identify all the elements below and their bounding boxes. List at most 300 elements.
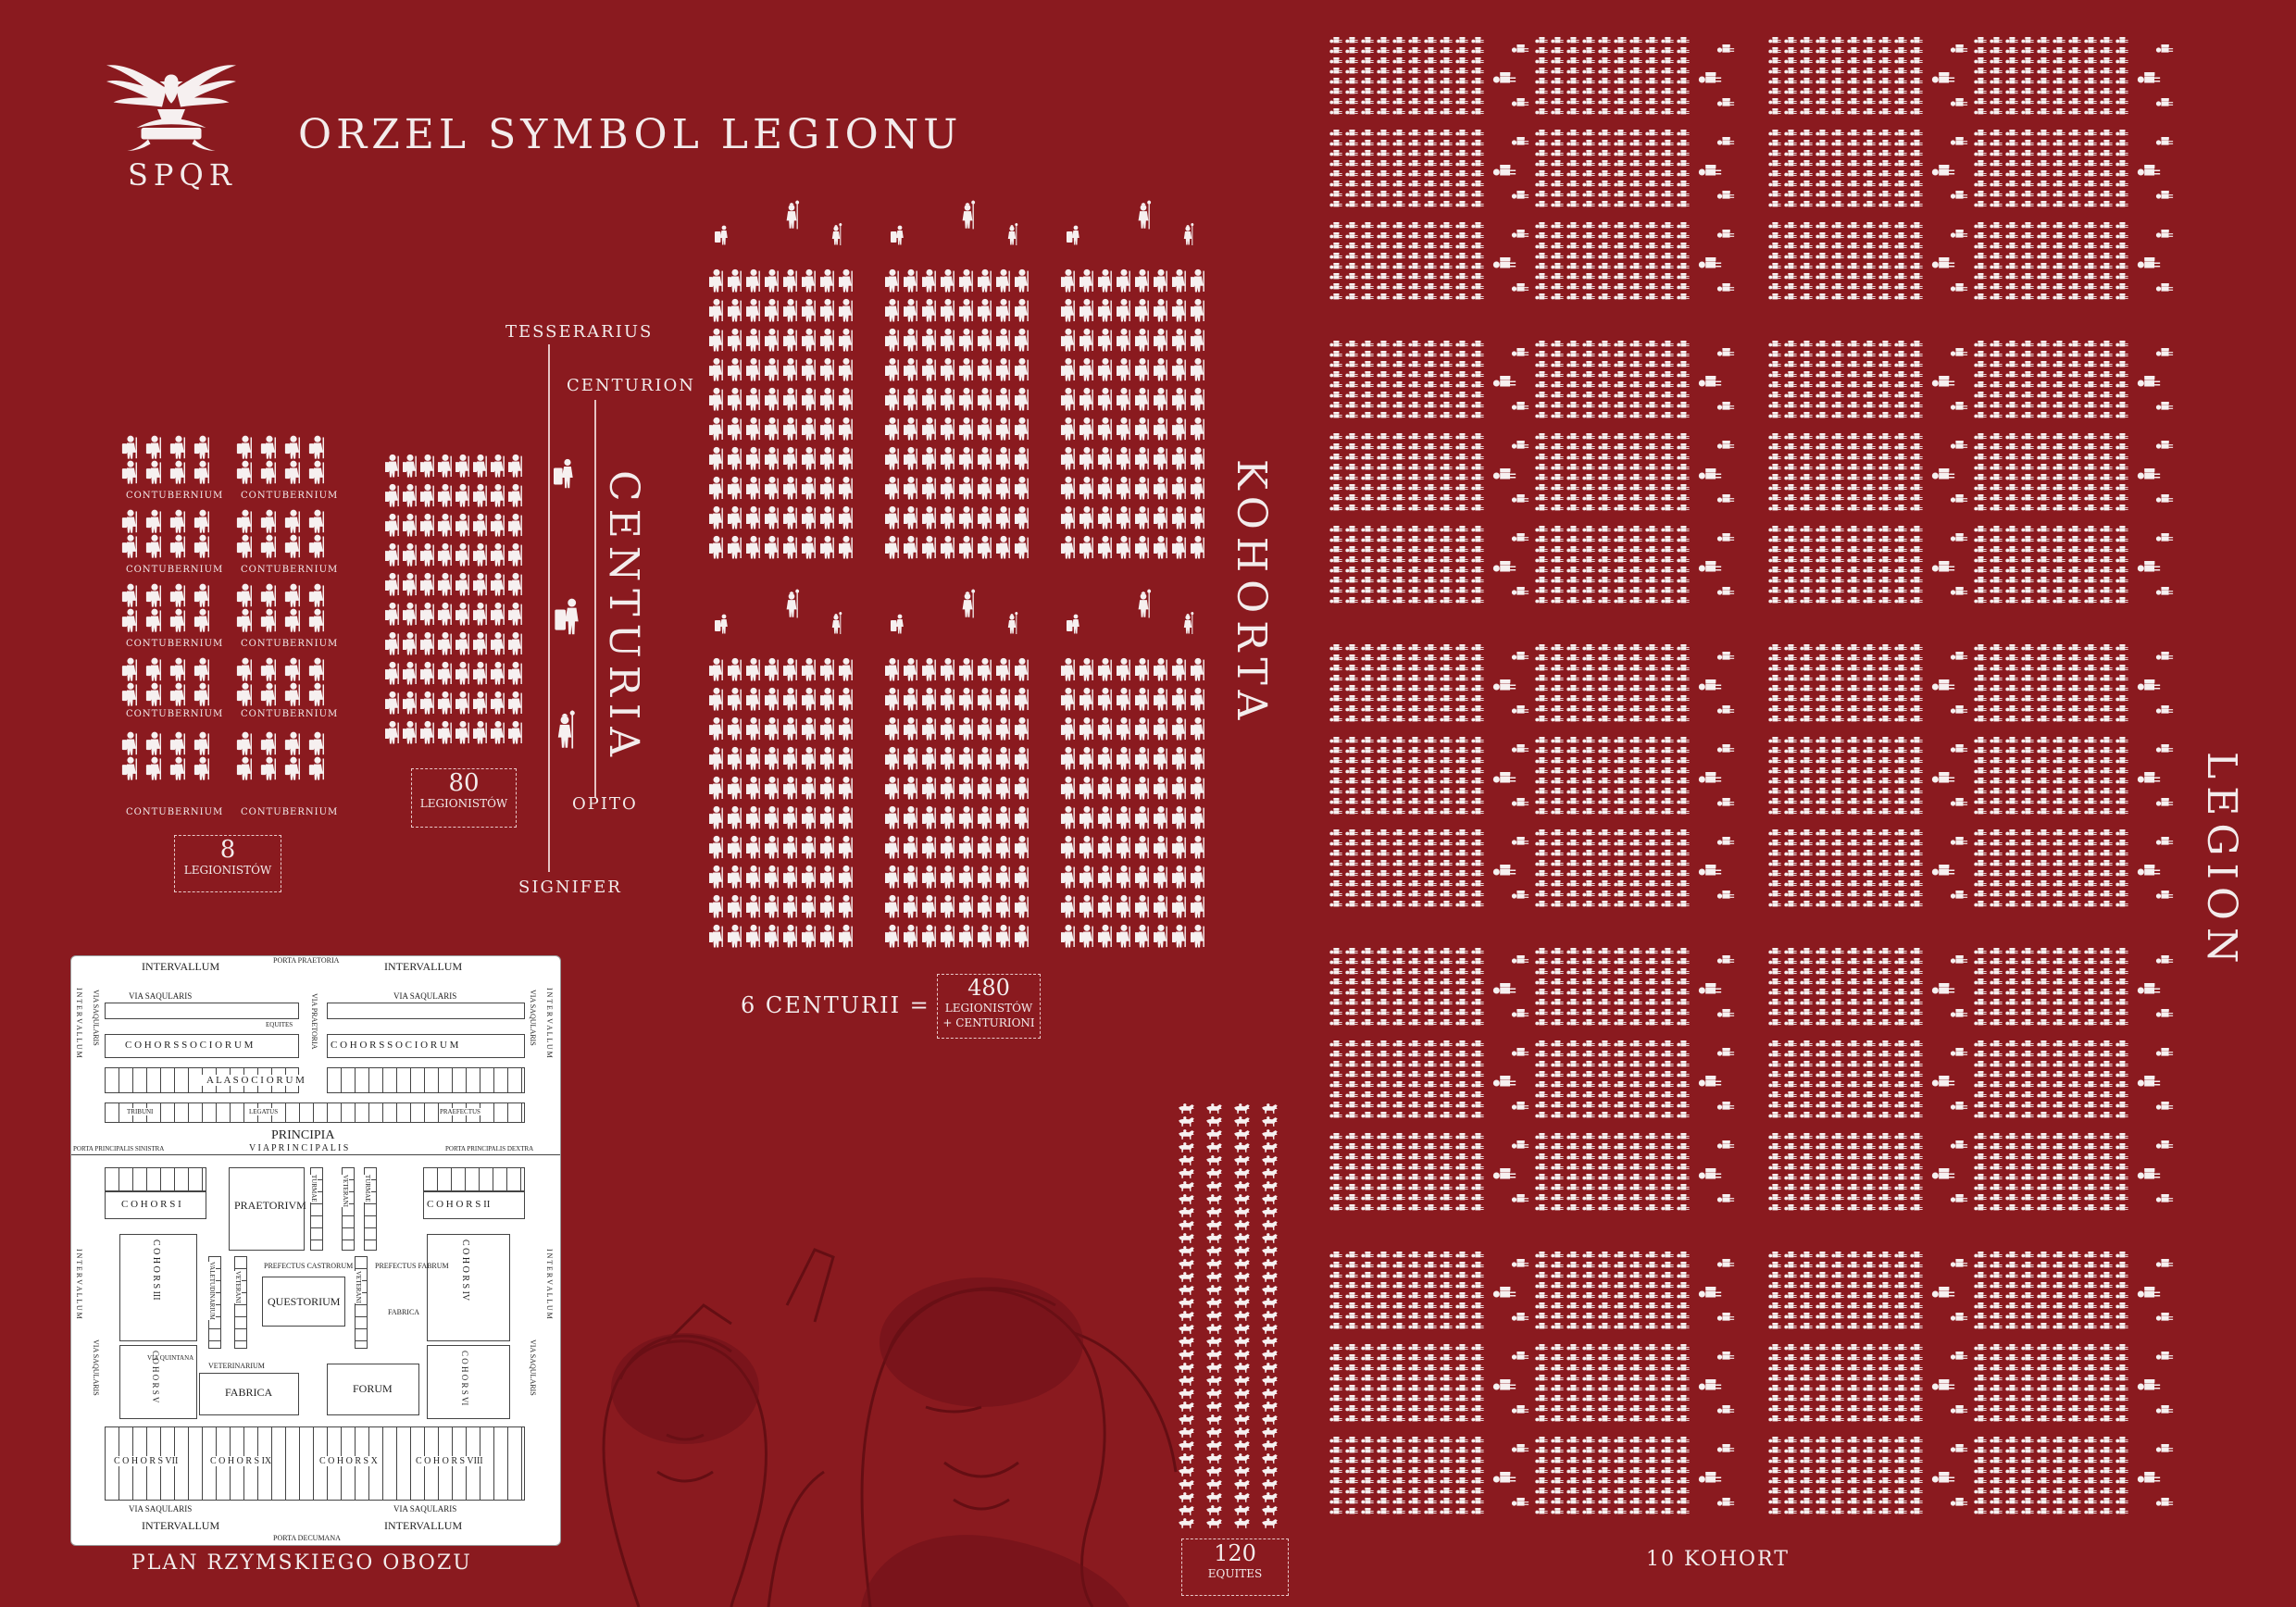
legionary-icon bbox=[1424, 371, 1436, 378]
legionary-icon bbox=[237, 535, 252, 558]
legionary-icon bbox=[1974, 78, 1986, 84]
legionary-icon bbox=[1455, 1174, 1467, 1180]
legionary-icon bbox=[1345, 1164, 1357, 1170]
legionary-icon bbox=[1361, 1385, 1373, 1391]
legionary-icon bbox=[1361, 665, 1373, 671]
legionary-icon bbox=[1629, 989, 1641, 995]
legionary-icon bbox=[2005, 1133, 2017, 1140]
legionary-icon bbox=[1831, 1133, 1843, 1140]
legionary-icon bbox=[1863, 1204, 1875, 1211]
legionary-icon bbox=[1566, 283, 1578, 290]
legionary-icon bbox=[2037, 160, 2049, 167]
legionary-icon bbox=[1014, 717, 1029, 741]
signifer-icon bbox=[1932, 375, 1954, 386]
legionary-icon bbox=[921, 806, 936, 829]
legion-cohorts-grid bbox=[1329, 37, 2181, 1518]
legionary-icon bbox=[2084, 870, 2096, 877]
legionary-icon bbox=[1990, 1071, 2002, 1078]
legionary-icon bbox=[1910, 1143, 1922, 1150]
legionary-icon bbox=[1060, 717, 1075, 741]
legionary-icon bbox=[1863, 675, 1875, 681]
legionary-icon bbox=[1614, 850, 1626, 856]
legionary-icon bbox=[1455, 37, 1467, 43]
tesserarius-icon bbox=[2156, 282, 2173, 291]
legionary-icon bbox=[1329, 958, 1341, 965]
legionary-icon bbox=[1190, 358, 1204, 381]
legionary-icon bbox=[1894, 1153, 1906, 1160]
legionary-icon bbox=[1392, 293, 1404, 300]
legionary-icon bbox=[1345, 201, 1357, 207]
legionary-icon bbox=[2005, 978, 2017, 985]
legionary-icon bbox=[884, 329, 899, 352]
legionary-icon bbox=[1329, 901, 1341, 907]
legionary-icon bbox=[1629, 767, 1641, 774]
legionary-icon bbox=[1910, 778, 1922, 784]
legionary-icon bbox=[1990, 654, 2002, 661]
legionary-icon bbox=[1377, 402, 1389, 408]
legionary-icon bbox=[1598, 695, 1610, 702]
legionary-icon bbox=[1614, 798, 1626, 804]
legionary-icon bbox=[1800, 757, 1812, 764]
cavalry-icon bbox=[1179, 1272, 1194, 1282]
legionary-icon bbox=[1582, 1009, 1594, 1015]
legionary-icon bbox=[1014, 477, 1029, 500]
signifer-icon bbox=[2138, 771, 2160, 782]
legionary-icon bbox=[1153, 447, 1167, 470]
legionary-icon bbox=[1060, 777, 1075, 800]
legionary-icon bbox=[1097, 506, 1112, 529]
legionary-icon bbox=[2100, 191, 2112, 197]
legionary-icon bbox=[1361, 737, 1373, 743]
legionary-icon bbox=[1424, 150, 1436, 156]
signifer-icon bbox=[891, 226, 904, 245]
legionary-icon bbox=[1551, 1112, 1563, 1118]
legionary-icon bbox=[1629, 191, 1641, 197]
legionary-icon bbox=[1990, 675, 2002, 681]
legionary-icon bbox=[1392, 181, 1404, 187]
legionary-icon bbox=[1863, 968, 1875, 975]
legionary-icon bbox=[1878, 808, 1890, 815]
legionary-icon bbox=[1863, 243, 1875, 249]
legionary-icon bbox=[2068, 978, 2080, 985]
legionary-icon bbox=[1974, 840, 1986, 846]
legionary-icon bbox=[2021, 140, 2033, 146]
legionary-icon bbox=[1582, 88, 1594, 94]
legionary-icon bbox=[903, 447, 917, 470]
legionary-icon bbox=[1974, 47, 1986, 54]
legionary-icon bbox=[1629, 999, 1641, 1005]
legionary-icon bbox=[1345, 757, 1357, 764]
legionary-icon bbox=[1582, 474, 1594, 480]
legionary-icon bbox=[1629, 130, 1641, 136]
legionary-icon bbox=[1455, 1164, 1467, 1170]
legionary-icon bbox=[170, 609, 185, 632]
legionary-icon bbox=[2021, 644, 2033, 651]
legionary-icon bbox=[1551, 546, 1563, 553]
legionary-icon bbox=[801, 329, 816, 352]
legionary-icon bbox=[1535, 546, 1547, 553]
legionary-icon bbox=[819, 836, 834, 859]
legionary-icon bbox=[2053, 392, 2065, 398]
legionary-icon bbox=[2005, 37, 2017, 43]
legionary-icon bbox=[1361, 1323, 1373, 1329]
legionary-icon bbox=[1629, 587, 1641, 593]
legionary-icon bbox=[1784, 798, 1796, 804]
legionary-icon bbox=[1974, 567, 1986, 573]
legionary-icon bbox=[1784, 1194, 1796, 1201]
legionary-icon bbox=[1661, 443, 1673, 450]
legionary-icon bbox=[1910, 685, 1922, 691]
legionary-icon bbox=[402, 573, 417, 596]
legionary-icon bbox=[1831, 891, 1843, 897]
legionary-icon bbox=[1408, 1184, 1420, 1190]
legionary-icon bbox=[1014, 895, 1029, 918]
legionary-icon bbox=[1377, 798, 1389, 804]
legionary-icon bbox=[1014, 299, 1029, 322]
legionary-icon bbox=[709, 447, 723, 470]
legionary-icon bbox=[1392, 1252, 1404, 1258]
legionary-icon bbox=[2037, 1091, 2049, 1098]
legionary-icon bbox=[1440, 1102, 1452, 1108]
legionary-icon bbox=[2115, 201, 2128, 207]
legionary-icon bbox=[1816, 1153, 1828, 1160]
legionary-icon bbox=[1408, 1019, 1420, 1026]
signifer-icon bbox=[1932, 1075, 1954, 1086]
legionary-icon bbox=[2100, 1133, 2112, 1140]
legionary-icon bbox=[1471, 1354, 1483, 1361]
legionary-icon bbox=[1582, 263, 1594, 269]
tesserarius-icon bbox=[1717, 797, 1734, 805]
legionary-icon bbox=[1784, 1061, 1796, 1067]
legionary-icon bbox=[1816, 371, 1828, 378]
legionary-icon bbox=[1645, 1194, 1657, 1201]
legionary-icon bbox=[385, 691, 399, 715]
legionary-icon bbox=[1910, 140, 1922, 146]
legionary-icon bbox=[1392, 484, 1404, 491]
centurion-figure bbox=[554, 454, 576, 491]
signifer-icon bbox=[1493, 1286, 1516, 1297]
legionary-icon bbox=[1392, 829, 1404, 836]
legionary-icon bbox=[170, 732, 185, 755]
legionary-icon bbox=[2084, 1071, 2096, 1078]
legionary-icon bbox=[1629, 891, 1641, 897]
legionary-icon bbox=[1910, 737, 1922, 743]
legionary-icon bbox=[2037, 587, 2049, 593]
legionary-icon bbox=[1424, 1302, 1436, 1309]
legionary-icon bbox=[2068, 341, 2080, 347]
legionary-icon bbox=[2037, 705, 2049, 712]
legionary-icon bbox=[1990, 747, 2002, 754]
cavalry-icon bbox=[1206, 1142, 1222, 1152]
legionary-icon bbox=[1329, 665, 1341, 671]
legionary-icon bbox=[1661, 1040, 1673, 1047]
legionary-icon bbox=[1614, 454, 1626, 460]
legionary-icon bbox=[2115, 788, 2128, 794]
legionary-icon bbox=[1614, 747, 1626, 754]
legionary-icon bbox=[1566, 665, 1578, 671]
legionary-icon bbox=[921, 388, 936, 411]
legionary-icon bbox=[1863, 989, 1875, 995]
legionary-icon bbox=[2053, 1194, 2065, 1201]
legionary-icon bbox=[1878, 1164, 1890, 1170]
legionary-icon bbox=[1784, 1102, 1796, 1108]
legionary-icon bbox=[1990, 644, 2002, 651]
legionary-icon bbox=[1582, 443, 1594, 450]
legionary-icon bbox=[1847, 361, 1859, 367]
legionary-icon bbox=[1990, 454, 2002, 460]
legionary-icon bbox=[1551, 293, 1563, 300]
legionary-icon bbox=[1408, 1292, 1420, 1299]
centurion-icon bbox=[2156, 743, 2173, 752]
legionary-icon bbox=[1424, 263, 1436, 269]
legionary-icon bbox=[1535, 361, 1547, 367]
legionary-icon bbox=[1784, 1174, 1796, 1180]
legionary-icon bbox=[1614, 181, 1626, 187]
legionary-icon bbox=[1408, 1081, 1420, 1088]
legionary-icon bbox=[1677, 1061, 1689, 1067]
legionary-icon bbox=[1768, 1019, 1780, 1026]
cavalry-icon bbox=[1206, 1220, 1222, 1230]
legionary-icon bbox=[1847, 526, 1859, 532]
legionary-icon bbox=[1990, 870, 2002, 877]
legionary-icon bbox=[1863, 798, 1875, 804]
legionary-icon bbox=[2021, 1040, 2033, 1047]
legionary-icon bbox=[1847, 1184, 1859, 1190]
legionary-icon bbox=[1471, 1040, 1483, 1047]
legionary-icon bbox=[2084, 999, 2096, 1005]
legionary-icon bbox=[1661, 567, 1673, 573]
legionary-icon bbox=[146, 510, 161, 533]
legionary-icon bbox=[1392, 402, 1404, 408]
legionary-icon bbox=[1408, 181, 1420, 187]
legionary-icon bbox=[1847, 901, 1859, 907]
legionary-icon bbox=[1894, 88, 1906, 94]
legionary-icon bbox=[1614, 37, 1626, 43]
legionary-icon bbox=[1831, 665, 1843, 671]
legionary-icon bbox=[455, 603, 469, 626]
legionary-icon bbox=[1345, 546, 1357, 553]
legionary-icon bbox=[1392, 1354, 1404, 1361]
legionary-icon bbox=[1990, 546, 2002, 553]
legionary-icon bbox=[1661, 1061, 1673, 1067]
signifer-icon bbox=[1493, 375, 1516, 386]
legionary-icon bbox=[1894, 341, 1906, 347]
legionary-icon bbox=[1392, 108, 1404, 115]
legionary-icon bbox=[2053, 968, 2065, 975]
legionary-icon bbox=[977, 806, 992, 829]
legionary-icon bbox=[2100, 788, 2112, 794]
legionary-icon bbox=[2068, 474, 2080, 480]
legionary-icon bbox=[1863, 201, 1875, 207]
legionary-icon bbox=[1629, 778, 1641, 784]
centurion-icon bbox=[1717, 651, 1734, 659]
legionary-icon bbox=[2037, 232, 2049, 239]
legionary-icon bbox=[1440, 88, 1452, 94]
tesserarius-icon bbox=[2156, 401, 2173, 409]
legionary-icon bbox=[2068, 392, 2080, 398]
legionary-icon bbox=[1408, 1153, 1420, 1160]
legionary-icon bbox=[1329, 1262, 1341, 1268]
cavalry-icon bbox=[1179, 1505, 1194, 1515]
legionary-icon bbox=[2084, 1153, 2096, 1160]
legionary-icon bbox=[1566, 494, 1578, 501]
legionary-icon bbox=[261, 609, 276, 632]
legionary-icon bbox=[2100, 243, 2112, 249]
legionary-icon bbox=[1677, 948, 1689, 954]
legionary-icon bbox=[1345, 98, 1357, 105]
legionary-icon bbox=[2005, 140, 2017, 146]
legionary-icon bbox=[1566, 68, 1578, 74]
legionary-icon bbox=[745, 506, 760, 529]
legionary-icon bbox=[1800, 181, 1812, 187]
tesserarius-icon bbox=[1512, 493, 1529, 502]
legionary-icon bbox=[2053, 556, 2065, 563]
legionary-icon bbox=[2115, 273, 2128, 280]
legionary-icon bbox=[1582, 494, 1594, 501]
legionary-icon bbox=[1910, 968, 1922, 975]
legionary-icon bbox=[1471, 948, 1483, 954]
legionary-icon bbox=[1424, 716, 1436, 722]
legionary-icon bbox=[1329, 1164, 1341, 1170]
legionary-icon bbox=[921, 925, 936, 948]
legionary-icon bbox=[1677, 1071, 1689, 1078]
legionary-icon bbox=[2053, 412, 2065, 418]
centurion-icon bbox=[1717, 136, 1734, 144]
legionary-icon bbox=[801, 777, 816, 800]
legionary-icon bbox=[1816, 505, 1828, 511]
legionary-icon bbox=[1847, 737, 1859, 743]
legionary-icon bbox=[2005, 948, 2017, 954]
tesserarius-icon bbox=[1008, 223, 1018, 245]
legionary-icon bbox=[1551, 484, 1563, 491]
legionary-icon bbox=[1377, 160, 1389, 167]
legionary-icon bbox=[1990, 181, 2002, 187]
tesserarius-icon bbox=[1951, 586, 1967, 594]
legionary-icon bbox=[1614, 341, 1626, 347]
legionary-icon bbox=[1361, 1194, 1373, 1201]
legionary-icon bbox=[1878, 88, 1890, 94]
legionary-icon bbox=[1582, 747, 1594, 754]
legionary-icon bbox=[1392, 1395, 1404, 1401]
legionary-icon bbox=[1645, 757, 1657, 764]
legionary-icon bbox=[1990, 665, 2002, 671]
legionary-icon bbox=[1784, 505, 1796, 511]
legionary-icon bbox=[1424, 788, 1436, 794]
legionary-icon bbox=[1471, 978, 1483, 985]
legionary-icon bbox=[1455, 484, 1467, 491]
legionary-icon bbox=[1878, 402, 1890, 408]
legionary-icon bbox=[1614, 1009, 1626, 1015]
legionary-icon bbox=[1878, 901, 1890, 907]
legionary-icon bbox=[1878, 170, 1890, 177]
legionary-icon bbox=[940, 658, 955, 681]
legionary-icon bbox=[1551, 808, 1563, 815]
legionary-icon bbox=[1661, 685, 1673, 691]
legionary-icon bbox=[1863, 263, 1875, 269]
legionary-icon bbox=[1768, 556, 1780, 563]
legionary-icon bbox=[1768, 1184, 1780, 1190]
legionary-icon bbox=[727, 388, 742, 411]
legionary-icon bbox=[838, 836, 853, 859]
legionary-icon bbox=[2084, 860, 2096, 866]
legionary-icon bbox=[1645, 556, 1657, 563]
legionary-icon bbox=[1440, 1009, 1452, 1015]
legionary-icon bbox=[1990, 273, 2002, 280]
legionary-icon bbox=[884, 777, 899, 800]
legionary-icon bbox=[1329, 567, 1341, 573]
centuria-title: CENTURIA bbox=[600, 470, 647, 764]
legionary-icon bbox=[838, 358, 853, 381]
legionary-icon bbox=[2005, 880, 2017, 887]
legionary-icon bbox=[782, 895, 797, 918]
legionary-icon bbox=[1831, 160, 1843, 167]
legionary-icon bbox=[1800, 870, 1812, 877]
legionary-icon bbox=[1974, 597, 1986, 604]
legionary-icon bbox=[1345, 1133, 1357, 1140]
legionary-icon bbox=[1629, 1051, 1641, 1057]
legionary-icon bbox=[2100, 505, 2112, 511]
legionary-icon bbox=[1847, 1143, 1859, 1150]
legionary-icon bbox=[1424, 675, 1436, 681]
legionary-icon bbox=[1831, 1071, 1843, 1078]
legionary-icon bbox=[1768, 108, 1780, 115]
legionary-icon bbox=[2037, 505, 2049, 511]
contubernium-block bbox=[235, 731, 339, 805]
legionary-icon bbox=[2037, 474, 2049, 480]
legionary-icon bbox=[1878, 361, 1890, 367]
legionary-icon bbox=[170, 757, 185, 780]
legionary-icon bbox=[1677, 665, 1689, 671]
legionary-icon bbox=[2100, 402, 2112, 408]
legionary-icon bbox=[801, 299, 816, 322]
legionary-icon bbox=[1910, 958, 1922, 965]
legionary-icon bbox=[1863, 1143, 1875, 1150]
legionary-icon bbox=[2053, 170, 2065, 177]
legionary-icon bbox=[1800, 293, 1812, 300]
legionary-icon bbox=[1392, 536, 1404, 542]
legionary-icon bbox=[1800, 1051, 1812, 1057]
legionary-icon bbox=[1329, 716, 1341, 722]
legionary-icon bbox=[2053, 253, 2065, 259]
legionary-icon bbox=[2005, 747, 2017, 754]
legionary-icon bbox=[1677, 901, 1689, 907]
legionary-icon bbox=[146, 732, 161, 755]
legionary-icon bbox=[2115, 1112, 2128, 1118]
legionary-icon bbox=[1878, 494, 1890, 501]
legionary-icon bbox=[1878, 57, 1890, 64]
legionary-icon bbox=[1361, 1204, 1373, 1211]
legionary-icon bbox=[1816, 464, 1828, 470]
legionary-icon bbox=[1566, 181, 1578, 187]
legionary-icon bbox=[1440, 870, 1452, 877]
legionary-icon bbox=[1471, 788, 1483, 794]
legionary-icon bbox=[1878, 140, 1890, 146]
legionary-icon bbox=[2115, 840, 2128, 846]
legionary-icon bbox=[1377, 341, 1389, 347]
legionary-icon bbox=[1455, 1292, 1467, 1299]
legionary-icon bbox=[1455, 891, 1467, 897]
legionary-icon bbox=[2053, 1133, 2065, 1140]
legionary-icon bbox=[1910, 567, 1922, 573]
legionary-icon bbox=[1831, 978, 1843, 985]
legionary-icon bbox=[1629, 567, 1641, 573]
legionary-icon bbox=[1440, 1081, 1452, 1088]
legionary-icon bbox=[1614, 870, 1626, 877]
legionary-icon bbox=[1408, 1174, 1420, 1180]
legionary-icon bbox=[1894, 860, 1906, 866]
signifer-icon bbox=[1493, 1378, 1516, 1389]
tesserarius-icon bbox=[1512, 1404, 1529, 1413]
